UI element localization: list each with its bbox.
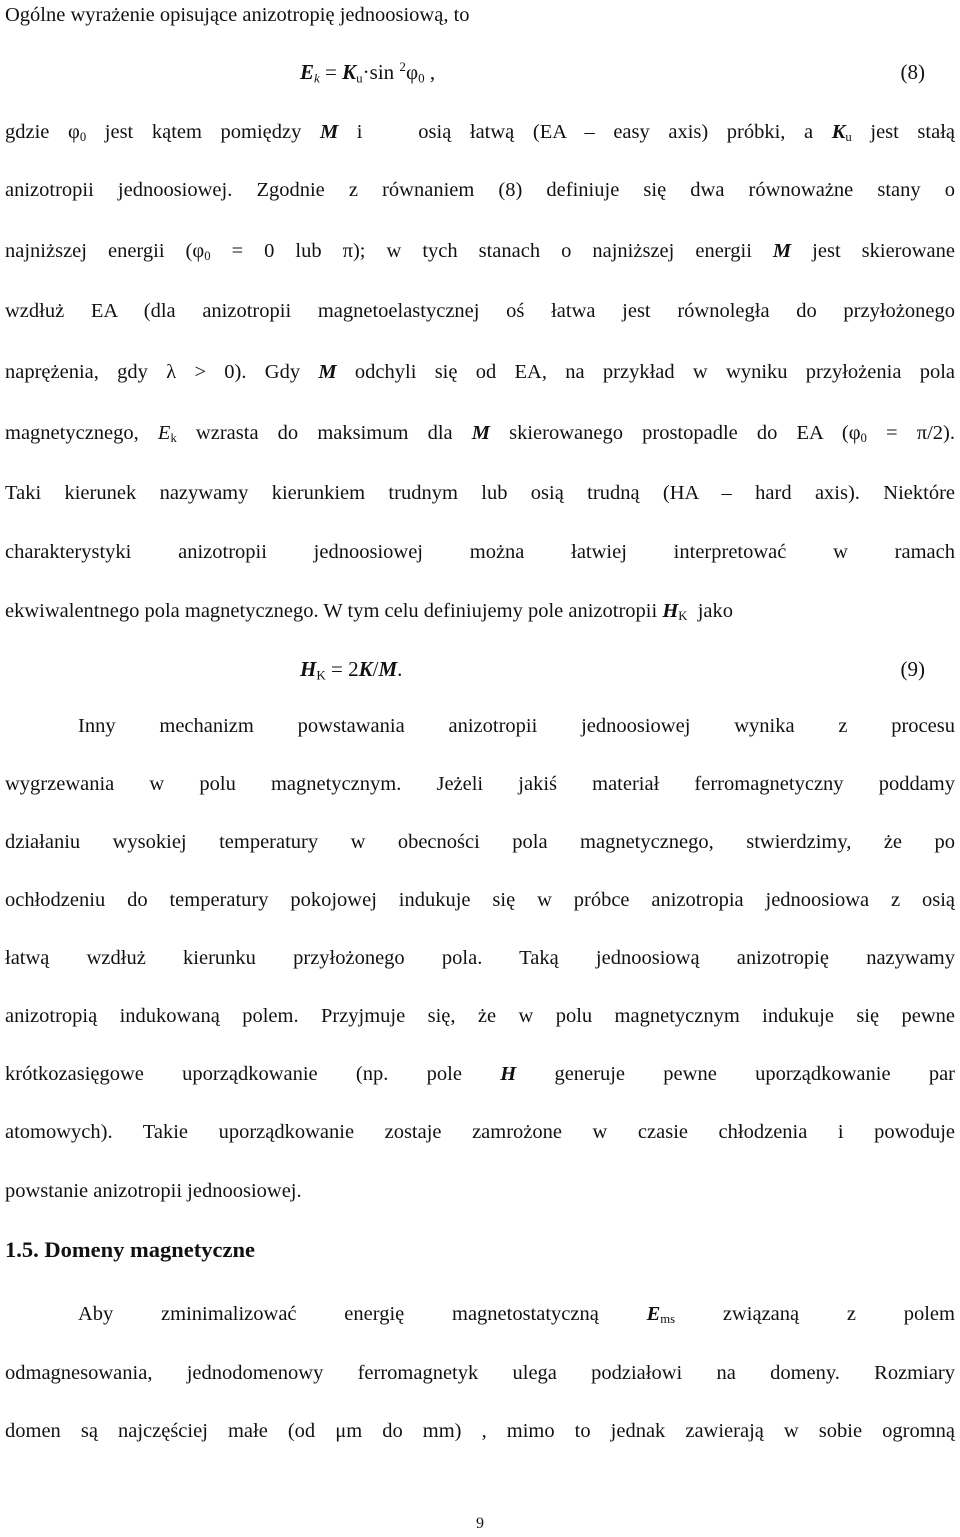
text-line: anizotropii jednoosiowej. Zgodnie z równaniem (8) definiuje się dwa równoważne stany o: [5, 179, 955, 201]
page-number: 9: [476, 1515, 484, 1532]
text-line: odmagnesowania, jednodomenowy ferromagnetyk ulega podziałowi na domeny. Rozmiary: [5, 1362, 955, 1384]
text-line: Taki kierunek nazywamy kierunkiem trudnym lub osią trudną (HA – hard axis). Niektóre: [5, 482, 955, 504]
section-heading: 1.5. Domeny magnetyczne: [5, 1237, 255, 1262]
text-line: Inny mechanizm powstawania anizotropii jednoosiowej wynika z procesu: [78, 715, 955, 737]
equation-8-number: (8): [900, 60, 925, 84]
text-line: ochłodzeniu do temperatury pokojowej indukuje się w próbce anizotropia jednoosiowa z osią: [5, 889, 955, 911]
equation-9: $H_K = 2K/M$.: [300, 657, 403, 683]
text-line: Ogólne wyrażenie opisujące anizotropię jednoosiową, to: [5, 4, 470, 26]
text-line: wzdłuż EA (dla anizotropii magnetoelastycznej oś łatwa jest równoległa do przyłożonego: [5, 300, 955, 322]
equation-8: $E_k = K_u\cdot\sin$ $^2\varphi_0$ ,: [300, 59, 436, 86]
text-line: charakterystyki anizotropii jednoosiowej można łatwiej interpretować w ramach: [5, 541, 955, 563]
text-line: domen są najczęściej małe (od μm do mm) , mimo to jednak zawierają w sobie ogromną: [5, 1420, 955, 1442]
text-line: anizotropią indukowaną polem. Przyjmuje się, że w polu magnetycznym indukuje się pewne: [5, 1005, 955, 1027]
equation-9-number: (9): [900, 657, 925, 681]
text-line: naprężenia, gdy λ > 0). Gdy M odchyli się od EA, na przykład w wyniku przyłożenia pola: [5, 361, 956, 383]
text-line: wygrzewania w polu magnetycznym. Jeżeli jakiś materiał ferromagnetyczny poddamy: [5, 773, 955, 795]
text-line: najniższej energii ($\varphi_0 = 0$ lub π); w tych stanach o najniższej energii M jest skierowane: [5, 240, 956, 264]
text-line: Aby zminimalizować energię magnetostatyczną $E_{ms}$ związaną z polem: [78, 1303, 955, 1327]
text-line: magnetycznego, $E_k$ wzrasta do maksimum dla M skierowanego prostopadle do EA $(\varphi_0 = \pi/2)$.: [5, 422, 955, 446]
text-line: ekwiwalentnego pola magnetycznego. W tym celu definiujemy pole anizotropii $H_K$ jako: [5, 600, 734, 624]
text-line: działaniu wysokiej temperatury w obecności pola magnetycznego, stwierdzimy, że po: [5, 831, 955, 853]
text-line: powstanie anizotropii jednoosiowej.: [5, 1180, 302, 1202]
text-line: atomowych). Takie uporządkowanie zostaje zamrożone w czasie chłodzenia i powoduje: [5, 1121, 955, 1143]
text-line: gdzie $\varphi_0$ jest kątem pomiędzy M i osią łatwą (EA – easy axis) próbki, a $K_u$ jest stałą: [5, 121, 956, 145]
text-line: krótkozasięgowe uporządkowanie (np. pole H generuje pewne uporządkowanie par: [5, 1063, 955, 1085]
text-line: łatwą wzdłuż kierunku przyłożonego pola. Taką jednoosiową anizotropię nazywamy: [5, 947, 955, 969]
